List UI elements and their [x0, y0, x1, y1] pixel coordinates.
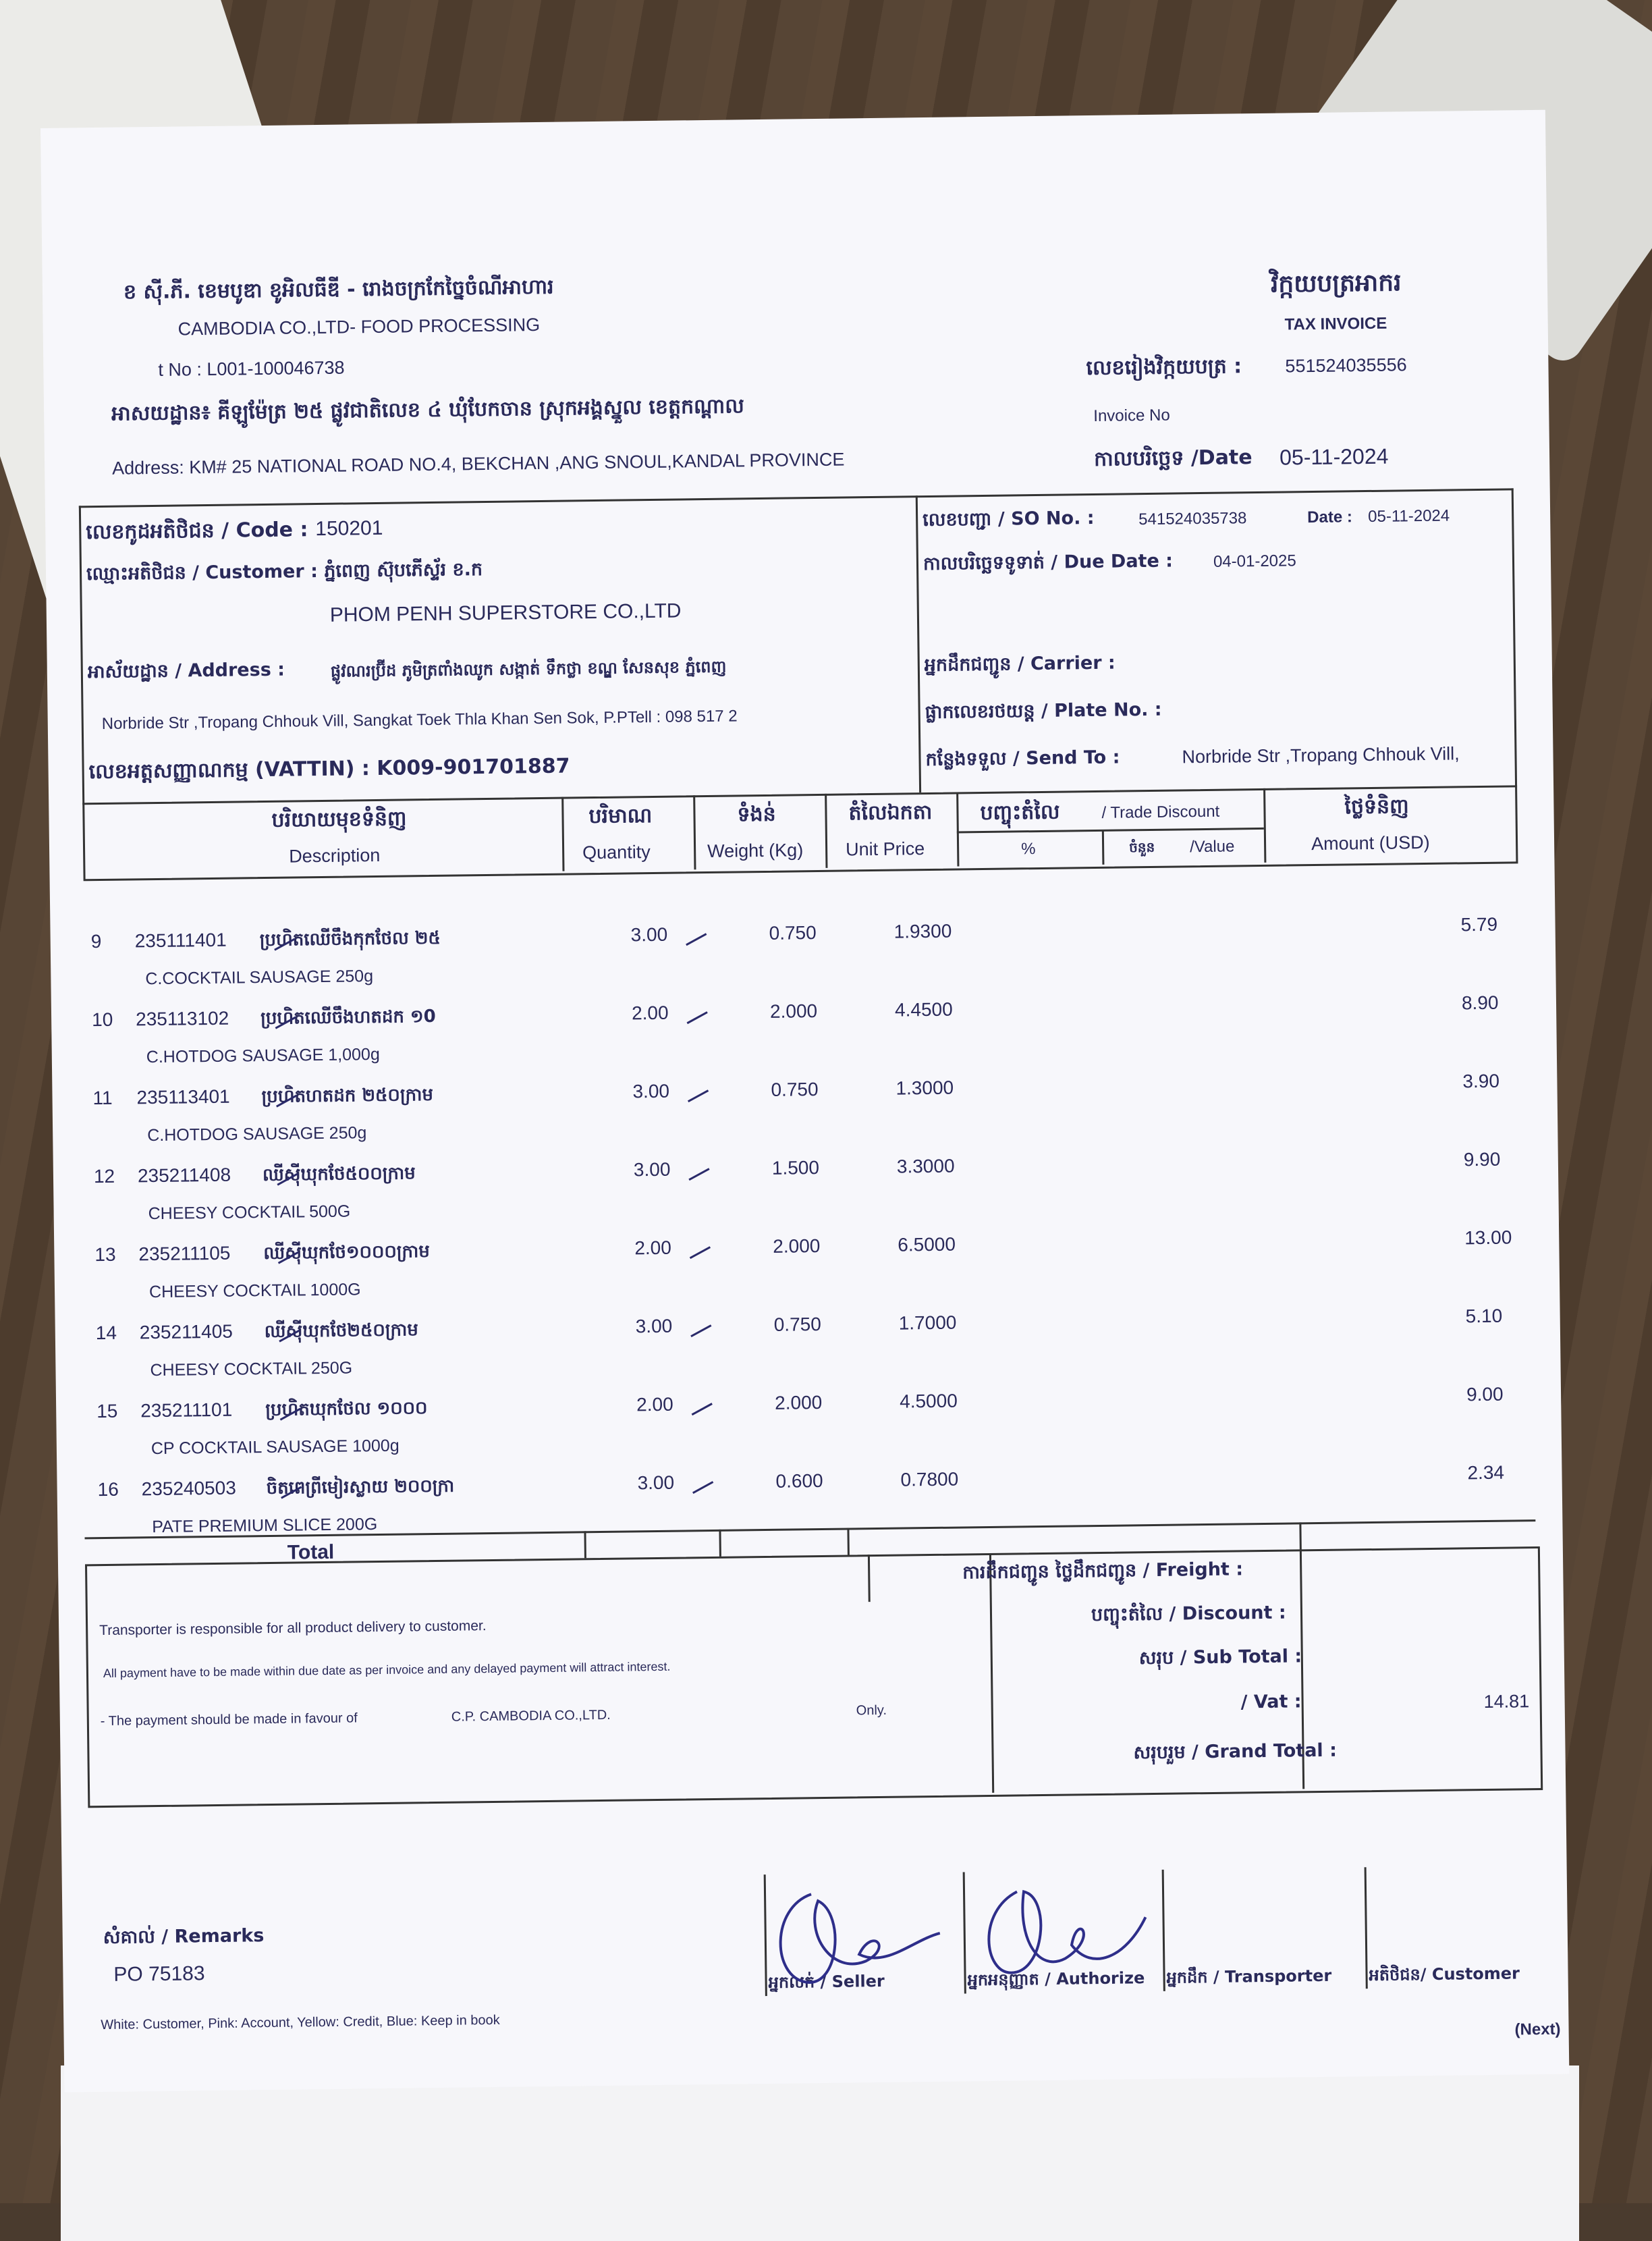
item-unit-price: 1.7000 [898, 1312, 957, 1334]
check-mark [692, 1403, 713, 1415]
due-date-label: កាលបរិច្ឆេទទូទាត់ / Due Date : [923, 550, 1174, 575]
item-weight: 0.600 [775, 1469, 823, 1492]
check-mark [690, 1324, 711, 1337]
item-weight: 2.000 [774, 1391, 823, 1413]
item-name-en: CHEESY COCKTAIL 500G [148, 1202, 351, 1224]
item-name-en: PATE PREMIUM SLICE 200G [152, 1515, 378, 1537]
invoice-page [40, 110, 1569, 2092]
item-code: 235113102 [135, 1007, 229, 1030]
item-quantity: 2.00 [631, 1002, 669, 1024]
item-amount: 3.90 [1462, 1070, 1500, 1092]
item-name-kh: ប្រហិតឈើចឹងហតដក ១0 [260, 1006, 436, 1029]
invoice-date: 05-11-2024 [1279, 443, 1389, 470]
item-name-kh: ឈីស៊ីឃុកថែ៥០០ក្រាម [262, 1163, 416, 1186]
row-number: 14 [95, 1322, 117, 1344]
underlying-sheet [61, 2066, 1579, 2241]
col-price-kh: តំលៃឯកតា [848, 800, 933, 826]
item-name-kh: ចិតពេព្រីមៀរស្លាយ ២០០ក្រា [266, 1476, 455, 1499]
check-mark [686, 933, 707, 946]
item-name-en: CHEESY COCKTAIL 1000G [148, 1280, 361, 1302]
invoice-title-en: TAX INVOICE [1284, 314, 1387, 334]
item-code: 235211101 [140, 1399, 233, 1422]
check-mark [692, 1481, 713, 1494]
item-quantity: 2.00 [634, 1237, 672, 1259]
plate-label: ផ្លាកលេខរថយន្ត / Plate No. : [925, 699, 1162, 724]
note-transporter: Transporter is responsible for all product delivery to customer. [99, 1618, 487, 1639]
vat-value: 14.81 [1483, 1691, 1530, 1712]
note-payment-due: All payment have to be made within due date as per invoice and any delayed payment will attract interest. [103, 1659, 671, 1681]
next-indicator: (Next) [1514, 2020, 1561, 2039]
item-name-en: C.COCKTAIL SAUSAGE 250g [145, 967, 374, 989]
item-amount: 13.00 [1464, 1226, 1512, 1249]
sign-divider [1365, 1867, 1368, 1989]
check-mark [688, 1168, 709, 1181]
col-weight-en: Weight (Kg) [707, 840, 804, 862]
check-mark [690, 1246, 711, 1259]
customer-address-label: អាស័យដ្ឋាន / Address : [87, 659, 285, 683]
col-value-kh: ចំនួន [1128, 838, 1155, 856]
item-name-en: C.HOTDOG SAUSAGE 1,000g [146, 1044, 380, 1067]
total-divider [584, 1531, 586, 1558]
item-code: 235111401 [134, 929, 227, 952]
col-percent: % [1020, 840, 1036, 859]
row-number: 12 [93, 1165, 115, 1187]
seller-label: អ្នកលក់ / Seller [768, 1971, 885, 1993]
row-number: 9 [90, 930, 102, 952]
item-amount: 9.90 [1463, 1148, 1501, 1170]
vat-number: t No : L001-100046738 [158, 357, 345, 380]
item-weight: 0.750 [769, 922, 817, 944]
item-code: 235240503 [141, 1477, 236, 1500]
item-amount: 2.34 [1467, 1461, 1505, 1484]
authorize-label: អ្នកអនុញ្ញាត / Authorize [967, 1968, 1145, 1990]
col-value: /Value [1189, 837, 1235, 857]
item-amount: 5.10 [1465, 1305, 1503, 1327]
row-number: 15 [97, 1400, 118, 1422]
item-unit-price: 6.5000 [898, 1233, 956, 1256]
item-unit-price: 4.5000 [899, 1390, 958, 1412]
item-name-kh: ឈីស៊ីឃុកថែ១០០០ក្រាម [263, 1241, 430, 1264]
col-amount-en: Amount (USD) [1311, 832, 1430, 855]
transporter-label: អ្នកដឹក / Transporter [1166, 1966, 1332, 1987]
item-unit-price: 1.9300 [893, 920, 952, 942]
col-qty-en: Quantity [582, 842, 651, 863]
row-number: 10 [91, 1008, 113, 1031]
so-date-label: Date : [1307, 508, 1353, 527]
customer-code: 150201 [315, 516, 383, 541]
code-label: លេខកូដអតិថិជន / Code : [86, 518, 308, 545]
item-unit-price: 1.3000 [896, 1077, 954, 1099]
col-qty-kh: បរិមាណ [588, 804, 653, 829]
col-desc-en: Description [289, 844, 381, 867]
item-weight: 1.500 [771, 1157, 820, 1179]
customer-sign-label: អតិថិជន/ Customer [1369, 1964, 1520, 1985]
discount-label: បញ្ចុះតំលៃ / Discount : [1091, 1602, 1286, 1626]
carrier-label: អ្នកដឹកជញ្ជូន / Carrier : [924, 652, 1116, 676]
item-quantity: 3.00 [633, 1158, 671, 1181]
customer-label: ឈ្មោះអតិថិជន / Customer : ភ្នំពេញ ស៊ុបភើស្ទ័រ ខ.ក [86, 559, 483, 585]
vat-label: / Vat : [1240, 1691, 1302, 1713]
invoice-no-label: លេខរៀងវិក្កយបត្រ : [1086, 354, 1242, 381]
so-number: 541524035738 [1138, 509, 1247, 529]
col-divider [1102, 831, 1105, 865]
item-code: 235113401 [136, 1085, 230, 1108]
col-desc-kh: បរិយាយមុខទំនិញ [271, 807, 407, 832]
item-weight: 2.000 [773, 1235, 821, 1257]
item-name-kh: ប្រហិតឃុកថែល ១០០០ [265, 1398, 428, 1421]
so-label: លេខបញ្ជា / SO No. : [923, 507, 1095, 531]
subtotal-label: សរុប / Sub Total : [1138, 1646, 1302, 1669]
date-label: កាលបរិច្ឆេទ /Date [1093, 446, 1252, 471]
company-name-kh: ខ សុី.ភី. ខេមបូឌា ខូអិលធីឌី - រោងចក្រកែច្នៃចំណីអាហារ [123, 275, 554, 304]
copy-distribution: White: Customer, Pink: Account, Yellow: Credit, Blue: Keep in book [101, 2012, 500, 2033]
po-number: PO 75183 [113, 1962, 205, 1986]
item-weight: 0.750 [771, 1079, 819, 1100]
invoice-title-kh: វិក្កយបត្រអាករ [1270, 269, 1402, 298]
company-address-kh: អាសយដ្ឋាន៖ គីឡូម៉ែត្រ ២៥ ផ្លូវជាតិលេខ ៤ ឃុំបែកចាន ស្រុកអង្គស្នួល ខេត្តកណ្ដាល [111, 394, 744, 426]
item-name-en: CP COCKTAIL SAUSAGE 1000g [150, 1436, 400, 1459]
item-amount: 8.90 [1461, 992, 1499, 1014]
send-to-value: Norbride Str ,Tropang Chhouk Vill, [1182, 743, 1460, 767]
note-payment-favour: - The payment should be made in favour of [100, 1710, 358, 1729]
item-name-kh: ឈីស៊ីឃុកថែ២៥០ក្រាម [264, 1320, 418, 1343]
item-amount: 5.79 [1460, 913, 1498, 936]
item-quantity: 3.00 [635, 1315, 673, 1337]
item-name-kh: ប្រហិតហតដក ២៥០ក្រាម [261, 1084, 434, 1108]
item-weight: 0.750 [773, 1314, 821, 1335]
item-quantity: 3.00 [637, 1472, 675, 1494]
due-date: 04-01-2025 [1213, 551, 1296, 571]
grand-total-label: សរុបរួម / Grand Total : [1133, 1739, 1338, 1764]
send-to-label: កន្លែងទទួល / Send To : [925, 747, 1120, 771]
total-label: Total [287, 1540, 335, 1564]
invoice-no: 551524035556 [1285, 354, 1407, 377]
item-code: 235211105 [138, 1242, 231, 1265]
col-discount-en: / Trade Discount [1101, 802, 1220, 822]
customer-name: PHOM PENH SUPERSTORE CO.,LTD [329, 599, 682, 626]
customer-address-kh: ផ្លូវណរប្រ៊ីដ ភូមិត្រពាំងឈូក សង្កាត់ ទឹកថ្លា ខណ្ឌ សែនសុខ ភ្នំពេញ [330, 657, 727, 681]
item-unit-price: 4.4500 [894, 998, 953, 1021]
row-number: 13 [94, 1243, 116, 1266]
row-number: 11 [92, 1087, 113, 1109]
authorize-signature [963, 1870, 1167, 1994]
note-only: Only. [856, 1702, 887, 1719]
item-unit-price: 3.3000 [896, 1155, 955, 1177]
vattin: លេខអត្តសញ្ញាណកម្ម (VATTIN) : K009-901701887 [88, 754, 570, 784]
seller-signature [764, 1872, 968, 1996]
item-weight: 2.000 [769, 1000, 818, 1022]
check-mark [688, 1089, 709, 1102]
invoice-no-label-en: Invoice No [1093, 406, 1170, 425]
item-code: 235211405 [139, 1320, 233, 1343]
item-quantity: 2.00 [636, 1393, 673, 1415]
company-name-en: CAMBODIA CO.,LTD- FOOD PROCESSING [177, 314, 541, 340]
row-number: 16 [97, 1478, 119, 1501]
total-divider [719, 1530, 721, 1557]
item-name-en: CHEESY COCKTAIL 250G [150, 1358, 353, 1380]
item-quantity: 3.00 [630, 923, 668, 946]
item-code: 235211408 [137, 1164, 231, 1187]
col-discount-kh: បញ្ចុះតំលៃ [980, 800, 1060, 826]
col-weight-kh: ទំងន់ [737, 802, 776, 827]
remarks-label: សំគាល់ / Remarks [103, 1925, 265, 1949]
col-price-en: Unit Price [845, 838, 925, 860]
check-mark [687, 1011, 708, 1024]
so-date: 05-11-2024 [1368, 506, 1450, 526]
customer-address-en: Norbride Str ,Tropang Chhouk Vill, Sangkat Toek Thla Khan Sen Sok, P.PTell : 098 517 2 [101, 707, 738, 733]
item-quantity: 3.00 [632, 1080, 670, 1102]
total-divider [847, 1528, 849, 1555]
item-name-en: C.HOTDOG SAUSAGE 250g [147, 1123, 367, 1145]
company-address-en: Address: KM# 25 NATIONAL ROAD NO.4, BEKCHAN ,ANG SNOUL,KANDAL PROVINCE [111, 449, 845, 479]
freight-label: ការដឹកជញ្ជូន ថ្លៃដឹកជញ្ជូន / Freight : [962, 1559, 1244, 1584]
item-name-kh: ប្រហិតឈើចឹងកុកថែល ២៥ [259, 927, 441, 951]
note-company: C.P. CAMBODIA CO.,LTD. [451, 1707, 611, 1725]
item-unit-price: 0.7800 [900, 1468, 959, 1490]
col-amount-kh: ថ្លៃទំនិញ [1344, 794, 1409, 819]
item-amount: 9.00 [1466, 1383, 1504, 1405]
